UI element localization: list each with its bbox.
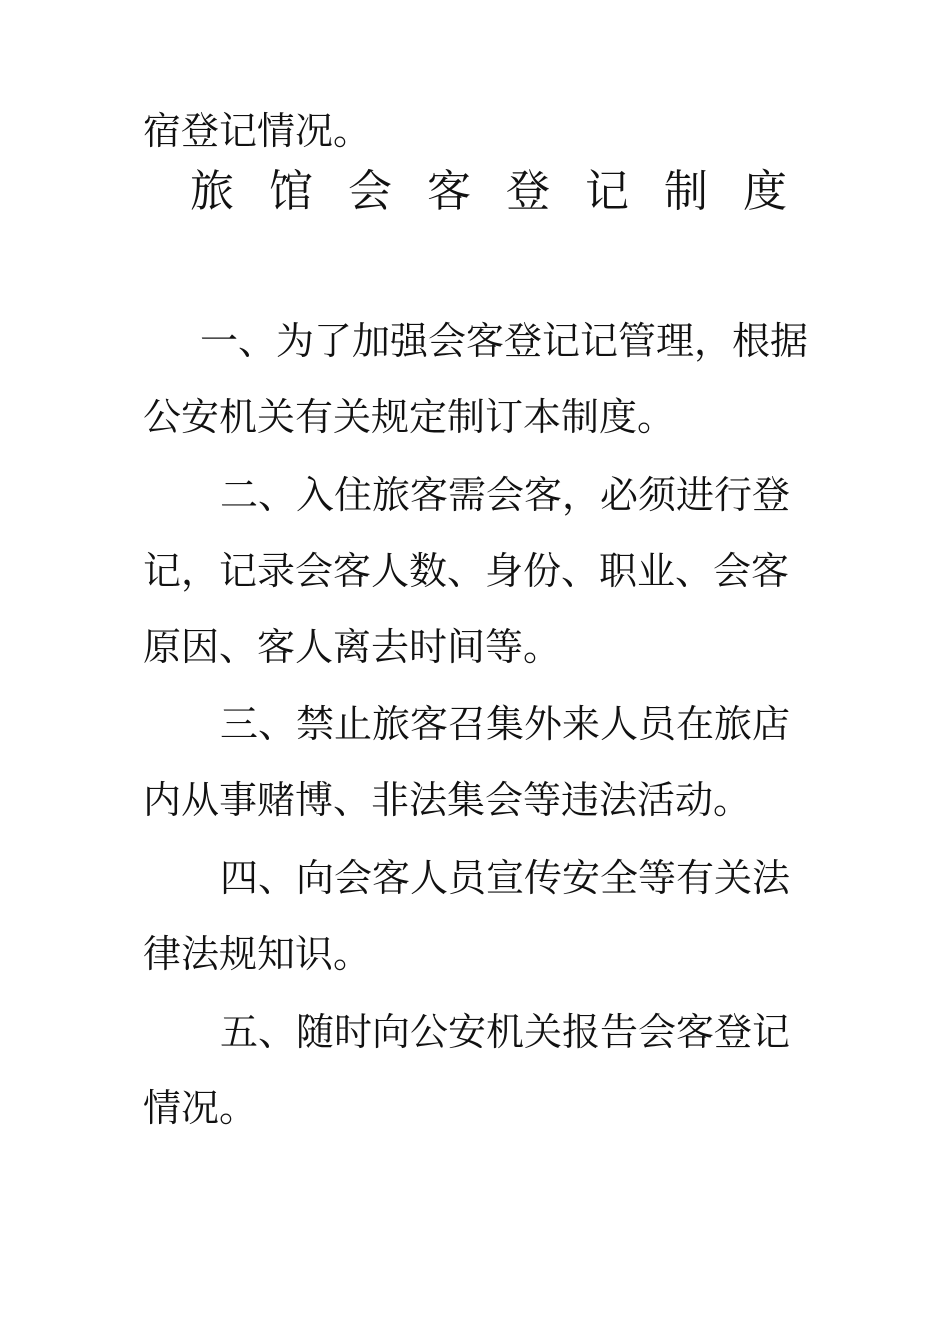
paragraph-line: 原因、客人离去时间等。	[143, 625, 562, 669]
document-title: 旅馆会客登记制度	[190, 166, 822, 217]
paragraph-line: 三、禁止旅客召集外来人员在旅店	[220, 702, 791, 746]
paragraph-line: 内从事赌博、非法集会等违法活动。	[143, 778, 752, 822]
paragraph-line: 四、向会客人员宣传安全等有关法	[220, 856, 791, 900]
paragraph-line: 一、为了加强会客登记记管理，根据	[200, 319, 809, 363]
paragraph-line: 五、随时向公安机关报告会客登记	[220, 1010, 791, 1054]
paragraph-line: 公安机关有关规定制订本制度。	[143, 395, 676, 439]
paragraph-line: 律法规知识。	[143, 932, 372, 976]
carryover-text: 宿登记情况。	[143, 109, 372, 153]
paragraph-line: 情况。	[143, 1086, 258, 1130]
paragraph-line: 记，记录会客人数、身份、职业、会客	[143, 549, 790, 593]
paragraph-line: 二、入住旅客需会客，必须进行登	[220, 473, 791, 517]
